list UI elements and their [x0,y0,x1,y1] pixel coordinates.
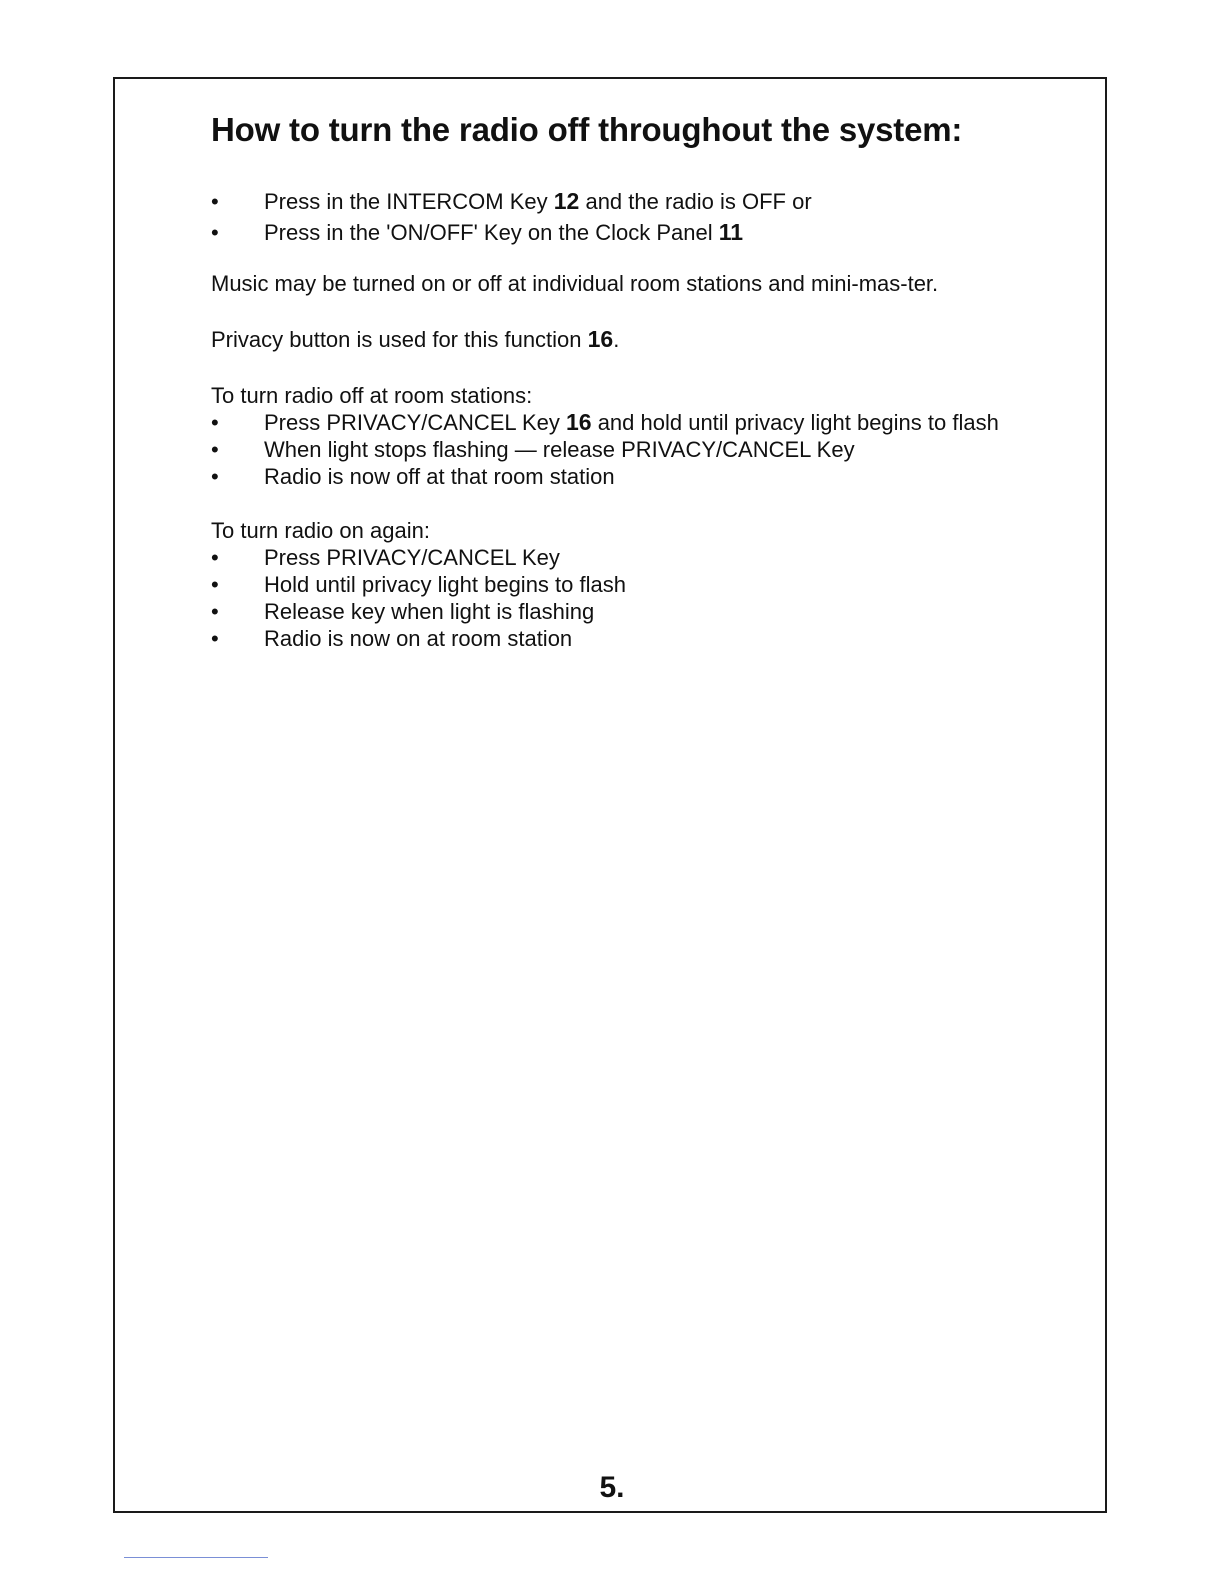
page-number: 5. [599,1471,625,1504]
radio-on-intro: To turn radio on again: [211,518,430,543]
list-item: • Radio is now off at that room station [211,463,1011,490]
privacy-note: Privacy button is used for this function 16. [211,326,620,352]
manual-content [211,108,1031,652]
list-item: • Release key when light is flashing [211,598,1031,625]
music-note: Music may be turned on or off at individual room stations and mini-mas-ter. [211,271,939,296]
list-item: • Press in the 'ON/OFF' Key on the Clock Panel 11 [211,217,1031,248]
list-item: • Press PRIVACY/CANCEL Key 16 and hold until privacy light begins to flash [211,409,1011,436]
radio-off-steps [211,409,1011,490]
system-off-list [211,186,1031,248]
list-item: • Press PRIVACY/CANCEL Key [211,544,1031,571]
list-item: • Press in the INTERCOM Key 12 and the radio is OFF or [211,186,1031,217]
list-item: • When light stops flashing — release PRIVACY/CANCEL Key [211,436,1011,463]
list-item: • Radio is now on at room station [211,625,1031,652]
radio-off-intro: To turn radio off at room stations: [211,383,533,408]
section-heading: How to turn the radio off throughout the system: [211,111,963,148]
footer-rule [124,1557,268,1558]
radio-on-steps [211,544,1031,652]
list-item: • Hold until privacy light begins to flash [211,571,1031,598]
